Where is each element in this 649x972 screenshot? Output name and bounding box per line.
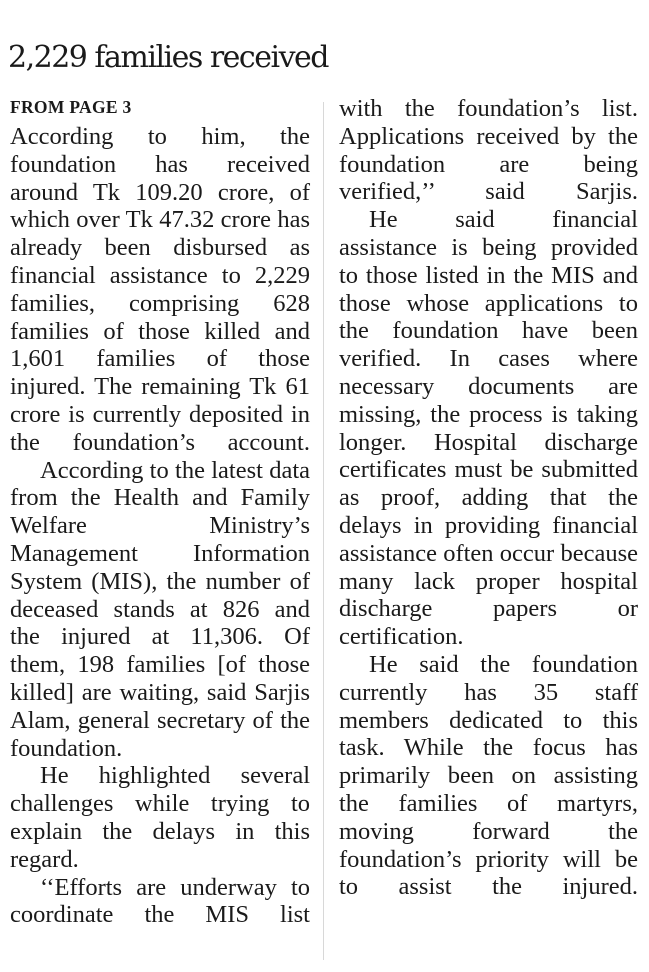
paragraph: He said financial assistance is being provided to those listed in the MIS and those whose applications to the foundation have been verified. In cases where necessary documents are missing, the process is taking longer. Hospital discharge certificates must be submitted as proof, adding that the delays in providing financial assistance often occur because many lack proper hospital discharge papers or certification. [339, 206, 638, 651]
paragraph: He highlighted several challenges while trying to explain the delays in this regard. [10, 762, 310, 873]
left-column [10, 123, 310, 929]
continued-from-label: FROM PAGE 3 [10, 97, 132, 117]
paragraph: ‘‘Efforts are underway to coordinate the MIS list [10, 873, 310, 929]
right-column [339, 95, 638, 901]
paragraph: According to the latest data from the Health and Family Welfare Ministry’s Management Information System (MIS), the number of deceased stands at 826 and the injured at 11,306. Of them, 198 families [of those killed] are waiting, said Sarjis Alam, general secretary of the foundation. [10, 456, 310, 762]
paragraph: He said the foundation currently has 35 staff members dedicated to this task. While the focus has primarily been on assisting the families of martyrs, moving forward the foundation’s priority will be to assist the injured. [339, 650, 638, 901]
paragraph: with the foundation’s list. Applications received by the foundation are being verified,’’ said Sarjis. [339, 95, 638, 206]
column-divider [323, 102, 324, 960]
headline: 2,229 families received [8, 40, 328, 75]
paragraph: According to him, the foundation has received around Tk 109.20 crore, of which over Tk 47.32 crore has already been disbursed as financial assistance to 2,229 families, comprising 628 families of those killed and 1,601 families of those injured. The remaining Tk 61 crore is currently deposited in the foundation’s account. [10, 123, 310, 456]
